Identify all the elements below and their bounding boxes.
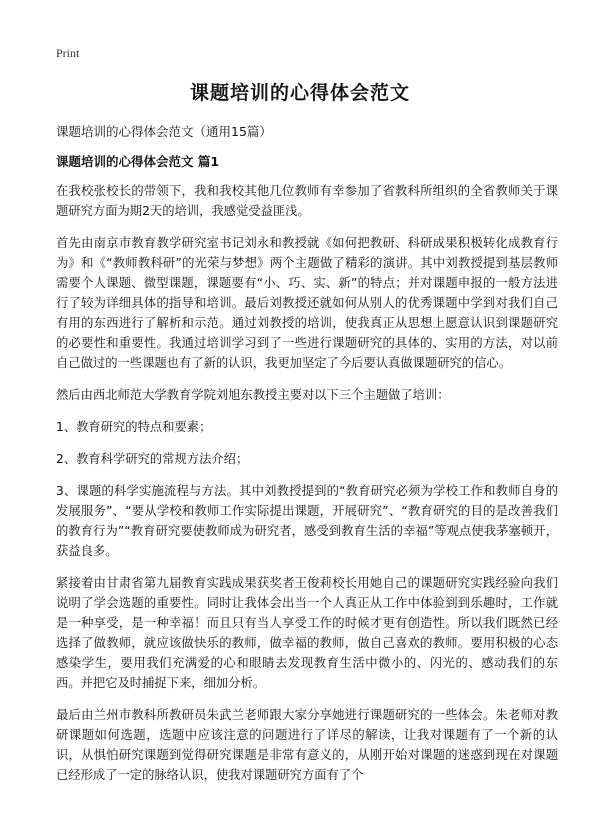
paragraph-6: 3、课题的科学实施流程与方法。其中刘教授提到的“教育研究必须为学校工作和教师自身的发展服务”、“要从学校和教师工作实际提出课题，开展研究”、“教育研究的目的是改善我们的教育行为”“教育研究要使教师成为研究者，感受到教育生活的幸福”等观点使我茅塞顿开，获益良多。 [56,484,558,558]
paragraph-2: 首先由南京市教育教学研究室书记刘永和教授就《如何把教研、科研成果积极转化成教育行为》和《“教师教科研”的光荣与梦想》两个主题做了精彩的演讲。其中刘教授提到基层教师需要个人课题、微型课题，课题要有“小、巧、实、新”的特点；并对课题申报的一般方法进行了较为详细具体的指导和培训。最后刘教授还就如何从别人的优秀课题中学到对我们自己有用的东西进行了解析和示范。通过刘教授的培训，使我真正从思想上愿意认识到课题研究的必要性和重要性。我通过培训学习到了一些进行课题研究的具体的、实用的方法，对以前自己做过的一些课题也有了新的认识，我更加坚定了今后要认真做课题研究的信心。 [56,236,558,370]
paragraph-1: 在我校张校长的带领下，我和我校其他几位教师有幸参加了省教科所组织的全省教师关于课题研究方面为期2天的培训，我感觉受益匪浅。 [56,184,558,218]
document-subtitle: 课题培训的心得体会范文（通用15篇） [56,124,272,139]
paragraph-3: 然后由西北师范大学教育学院刘旭东教授主要对以下三个主题做了培训： [56,388,450,402]
section-heading: 课题培训的心得体会范文 篇1 [56,154,220,169]
paragraph-8: 最后由兰州市教科所教研员朱武兰老师跟大家分享她进行课题研究的一些体会。朱老师对教研课题如何选题，选题中应该注意的问题进行了详尽的解读，让我对课题有了一个新的认识，从惧怕研究课题到觉得研究课题是非常有意义的，从刚开始对课题的迷惑到现在对课题已经形成了一定的脉络认识，使我对课题研究方面有了个 [56,708,558,782]
article-body [56,181,558,797]
print-label[interactable]: Print [56,46,80,60]
paragraph-7: 紧接着由甘肃省第九届教育实践成果获奖者王俊莉校长用她自己的课题研究实践经验向我们说明了学会选题的重要性。同时让我体会出当一个人真正从工作中体验到到乐趣时，工作就是一种享受，是一种幸福！而且只有当人享受工作的时候才更有创造性。所以我们既然已经选择了做教师，就应该做快乐的教师，做幸福的教师，做自己喜欢的教师。要用积极的心态感染学生，要用我们充满爱的心和眼睛去发现教育生活中微小的、闪光的、感动我们的东西。并把它及时捕捉下来，细加分析。 [56,576,558,690]
paragraph-5: 2、教育科学研究的常规方法介绍； [56,452,249,466]
paragraph-4: 1、教育研究的特点和要素； [56,420,212,434]
page-title: 课题培训的心得体会范文 [189,82,410,104]
